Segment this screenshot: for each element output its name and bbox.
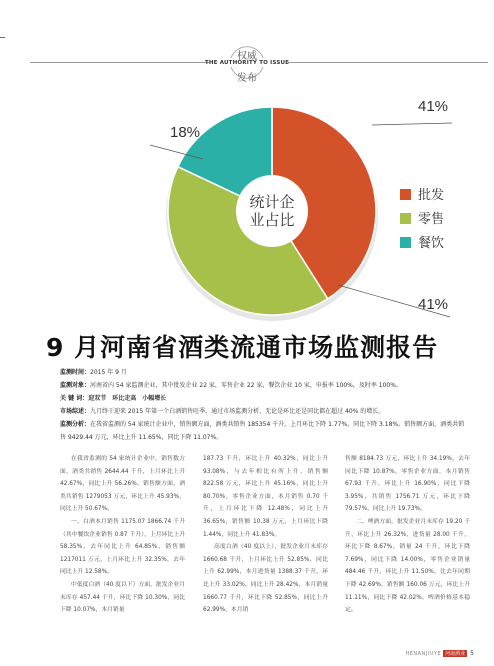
meta-summary-value: 九月终于迎来 2015 年第一个白酒销售旺季，通过市场监测分析，无论是环比还是同比都在超过 40% 的增长。 bbox=[90, 408, 385, 415]
slice-label-1: 41% bbox=[418, 98, 449, 115]
header-rule-left bbox=[30, 62, 210, 63]
paragraph: 二、啤酒方面，批发企业月末库存 19.20 千升，环比上升 26.32%，进货量 28.00 千升，环比下降 8.67%，销量 24 千升，环比下降 7.69%，同比下降 14.00%，零售企业销量 484.46 千升，环比上升 11.50%，比去年同期下降 42.69%，销售额 160.06 万元，环比上升 11.11%，同比下降 42.02%，啤酒价格基本稳定。 bbox=[345, 518, 470, 614]
header-subtitle: THE AUTHORITY TO ISSUE bbox=[204, 60, 290, 66]
meta-analysis-label: 监测分析： bbox=[60, 421, 91, 428]
legend-swatch bbox=[400, 189, 411, 200]
meta-summary bbox=[60, 405, 470, 418]
column-3 bbox=[345, 453, 470, 617]
header-bottom-text: 发布 bbox=[237, 73, 257, 84]
meta-analysis bbox=[60, 418, 470, 444]
meta-time bbox=[60, 366, 470, 379]
legend-swatch bbox=[400, 213, 411, 224]
slice-label-3: 18% bbox=[170, 124, 201, 141]
section-header bbox=[0, 40, 494, 84]
header-top-text: 权威 bbox=[237, 51, 257, 62]
meta-object-label: 监测对象： bbox=[60, 382, 91, 389]
meta-object-value: 河南省内 54 家监测企业，其中批发企业 22 家，零售企业 22 家，餐饮企业 10 家，申报率 100%，及时率 100%。 bbox=[90, 382, 402, 389]
article-title: 9 月河南省酒类流通市场监测报告 bbox=[46, 333, 439, 362]
header-rule-right bbox=[288, 62, 488, 63]
page-number: 5 bbox=[470, 650, 474, 657]
meta-keywords bbox=[60, 392, 470, 405]
center-label: 统计企 bbox=[249, 193, 295, 211]
meta-summary-label: 市场综述： bbox=[60, 408, 91, 415]
paragraph: 高度白酒（40 度以上），批发企业月末库存 1660.68 千升，上月环比上升 52.85%，同比上升 62.99%，本月进货量 1388.37 千升，环比上升 33.02%，同比上升 28.42%，本月销量 1660.77 千升，环比下降 52.85%，同比上升 62.99%，本月销 bbox=[203, 544, 328, 614]
donut-chart bbox=[0, 95, 494, 327]
paragraph: 中低度白酒（40 度以下）方面，批发企业月末库存 457.44 千升，环比下降 10.30%，同比下降 10.07%，本月销量 bbox=[60, 581, 185, 614]
paragraph: 187.73 千升，环比上升 40.32%，同比上升 93.08%，与去年相比有所上升，销售额 822.58 万元，环比上升 45.16%，同比上升 80.70%，零售企业方面，本月销售 0.70 千升，上月环比下降 12.48%，同比上升 36.65%，销售额 10.38 万元，上月环比下降 1.44%，同比上升 41.83%。 bbox=[203, 456, 328, 538]
meta-time-label: 监测时间： bbox=[60, 369, 91, 376]
meta-keywords-label: 关 键 词： bbox=[60, 395, 89, 402]
footer-brand: HENANJIUYE bbox=[405, 651, 442, 657]
paragraph: 一、白酒本月销售 1175.07 1866.74 千升（其中餐饮企业销售 0.87 千升），上月环比上升 58.35%，去年同比上升 64.85%，销售额 1217011 万元，上月环比上升 32.35%，去年同比上升 12.58%。 bbox=[60, 518, 185, 576]
body-columns bbox=[60, 453, 470, 643]
slice-label-2: 41% bbox=[418, 296, 449, 313]
legend-label: 餐饮 bbox=[418, 236, 445, 251]
footer-tag: 河南酒业 bbox=[445, 651, 466, 657]
column-2 bbox=[203, 453, 328, 617]
paragraph: 售额 8184.73 万元，环比上升 34.19%，去年同比下降 10.87%，零售企业方面，本月销售 67.93 千升，环比上升 16.90%，同比下降 3.95%，共销售 1756.71 万元，环比下降 79.57%，同比上升 19.73%。 bbox=[345, 456, 470, 513]
page-footer bbox=[406, 650, 475, 657]
legend-swatch bbox=[400, 237, 411, 248]
meta-block bbox=[60, 366, 470, 444]
meta-keywords-value: 迎双节 环比走高 小幅增长 bbox=[88, 395, 167, 402]
leader-line-1 bbox=[372, 123, 452, 125]
paragraph: 在我省监测的 54 家统计企业中，销售数方面，酒类共销售 2644.44 千升，上月环比上升 42.67%，同比上升 56.26%，销售额方面，酒类共销售 1279053 万元，环比上升 45.93%，同比上升 50.67%。 bbox=[60, 456, 185, 513]
meta-time-value: 2015 年 9 月 bbox=[90, 369, 127, 376]
legend-label: 批发 bbox=[418, 188, 445, 203]
meta-analysis-value: 在我省监测的 54 家统计企业中，销售额方面，酒类共销售 185354 千升，上月环比下降 1.77%，同比下降 3.18%。销售额方面，酒类共销售 9429.44 万元，环比上升 11.65%，同比下降 11.07%。 bbox=[60, 421, 465, 441]
column-1 bbox=[60, 453, 185, 617]
page-edge-mark bbox=[0, 37, 5, 38]
legend-label: 零售 bbox=[418, 212, 445, 227]
center-label: 业占比 bbox=[249, 211, 295, 229]
header-emblem bbox=[204, 40, 290, 84]
meta-object bbox=[60, 379, 470, 392]
